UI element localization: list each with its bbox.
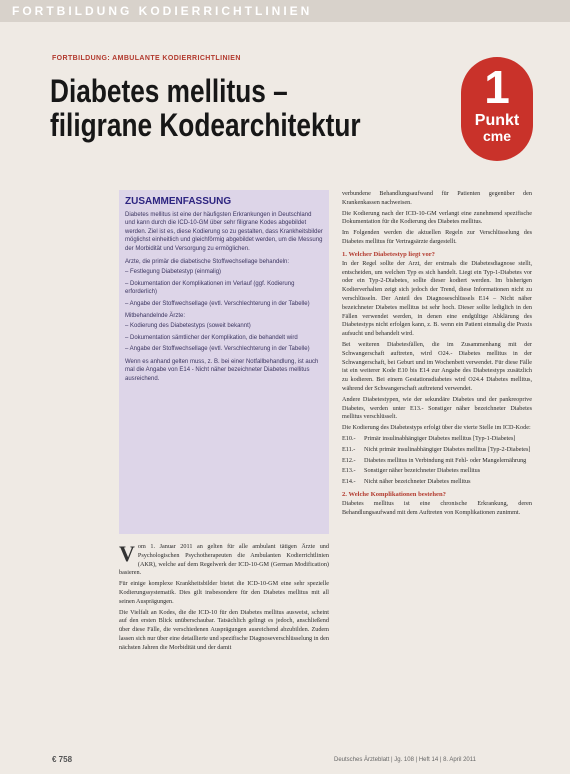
right-column — [342, 190, 532, 520]
source-line: Deutsches Ärzteblatt | Jg. 108 | Heft 14 | 8. April 2011 — [334, 757, 476, 763]
paragraph: In der Regel sollte der Arzt, der erstmals die Diabetesdiagnose stellt, entscheiden, um welchen Typ es sich handelt. Liegt ein Typ-1-Diabetes vor oder ein Typ-2-Diabetes, sollte dieser kodiert werden. Im bisherigen Kodierverhalten zeigt sich jedoch der Trend, diese Informationen nicht zu verschlüsseln. Der Anteil des Diagnoseschlüssels E14 – Nicht näher bezeichneter Diabetes mellitus ist sehr hoch. Dieser sollte lediglich in den Fällen verwendet werden, in denen eine endgültige Abklärung des Diabetestyps nicht erfolgen kann, z. B. wenn ein Patient einmalig die Praxis aufsucht und behandelt wird. — [342, 259, 532, 338]
section-heading-1: 1. Welcher Diabetestyp liegt vor? — [342, 250, 435, 258]
icd-item — [342, 435, 532, 444]
icd-item — [342, 446, 532, 455]
running-header-band — [0, 0, 570, 22]
list-item: – Dokumentation der Komplikationen im Verlauf (ggf. Kodierung erforderlich) — [125, 280, 295, 296]
paragraph-text: om 1. Januar 2011 an gelten für alle ambulant tätigen Ärzte und Psychologischen Psychotherapeuten die Ambulanten Kodierrichtlinien (AKR), welche auf dem Regelwerk der ICD-10-GM (German Modification) basieren. — [119, 543, 329, 577]
icd-code: E12.- — [342, 456, 356, 464]
summary-sub-1: Arzte, die primär die diabetische Stoffwechsellage behandeln: — [125, 259, 289, 266]
paragraph: Die Kodierung des Diabetestyps erfolgt über die vierte Stelle im ICD-Kode: — [342, 424, 531, 432]
paragraph: Bei weiteren Diabetesfällen, die im Zusammenhang mit der Schwangerschaft auftreten, wird O24.- Diabetes mellitus in der Schwangerschaft, bei Geburt und im Wochenbett verwendet. Für diese Fälle ist ein weiterer Kode E10 bis E14 zur Angabe des Diabetestyps zusätzlich zu kodieren. Bei einem Gestationsdiabetes wird O24.4 Diabetes mellitus, während der Schwangerschaft auftretend verwendet. — [342, 340, 532, 392]
running-header: FORTBILDUNG KODIERRICHTLINIEN — [12, 4, 313, 18]
drop-cap: V — [119, 541, 135, 566]
icd-code: E11.- — [342, 445, 356, 453]
paragraph: Andere Diabetestypen, wie der sekundäre Diabetes und der pankreoprive Diabetes, werden unter E13.- Sonstiger näher bezeichneter Diabetes mellitus verschlüsselt. — [342, 395, 532, 421]
paragraph: Für einige komplexe Krankheitsbilder bietet die ICD-10-GM eine sehr spezielle Kodierungssystematik. Dies gilt insbesondere für den Diabetes mellitus mit all seinen Ausprägungen. — [119, 580, 329, 605]
icd-text: Sonstiger näher bezeichneter Diabetes mellitus — [364, 467, 481, 475]
kicker: FORTBILDUNG: AMBULANTE KODIERRICHTLINIEN — [52, 55, 241, 62]
left-column — [119, 543, 329, 655]
article-title: Diabetes mellitus – filigrane Kodearchitektur — [50, 73, 361, 143]
summary-sub-2: Mitbehandelnde Ärzte: — [125, 313, 186, 320]
summary-box — [119, 190, 329, 534]
icd-code: E14.- — [342, 478, 356, 486]
cme-point-badge — [461, 57, 533, 161]
list-item: – Angabe der Stoffwechsellage (evtl. Verschlechterung in der Tabelle) — [125, 300, 310, 307]
icd-text: Primär insulinabhängiger Diabetes mellitus [Typ-1-Diabetes] — [364, 434, 516, 442]
badge-cme: cme — [482, 128, 512, 144]
paragraph: Die Kodierung nach der ICD-10-GM verlangt eine zunehmend spezifische Dokumentation für die Kodierung des Diabetes mellitus. — [342, 209, 532, 226]
list-item: – Dokumentation sämtlicher der Komplikation, die behandelt wird — [125, 334, 298, 341]
section-heading-2: 2. Welche Komplikationen bestehen? — [342, 490, 446, 498]
badge-label: Punkt — [474, 112, 520, 129]
paragraph: verbundene Behandlungsaufwand für Patienten gegenüber den Krankenkassen nachweisen. — [342, 190, 532, 206]
icd-item — [342, 467, 532, 476]
icd-item — [342, 478, 532, 487]
paragraph: Im Folgenden werden die aktuellen Regeln zur Verschlüsselung des Diabetes mellitus für Vertragsärzte dargestellt. — [342, 229, 532, 245]
paragraph: Die Vielfalt an Kodes, die die ICD-10 für den Diabetes mellitus ausweist, scheint auf den ersten Blick unüberschaubar. Tatsächlich gelingt es jedoch, anschließend über diese Fälle, die verschiedenen Ausprägungen ausreichend abzubilden. Zudem lassen sich nur über eine detaillierte und spezifische Diagnoseverschlüsselung in den nächsten Jahren die Morbidität und der damit — [119, 608, 329, 651]
summary-list-2 — [125, 322, 323, 353]
list-item: – Kodierung des Diabetestyps (soweit bekannt) — [125, 323, 251, 330]
summary-list-1 — [125, 268, 323, 308]
icd-text: Nicht näher bezeichneter Diabetes mellitus — [364, 478, 471, 486]
summary-intro: Diabetes mellitus ist eine der häufigsten Erkrankungen in Deutschland und kann durch die ICD-10-GM über sehr filigrane Kodes abgebildet werden. Ziel ist es, diese Kodierung so zu gestalten, dass Krankheitsbilder möglichst einheitlich und gleichförmig abgebildet werden, um die Messung der Morbidität und Versorgung zu ermöglichen. — [125, 212, 323, 252]
page-number: € 758 — [52, 755, 73, 764]
list-item: – Festlegung Diabetestyp (einmalig) — [125, 269, 222, 276]
summary-heading: ZUSAMMENFASSUNG — [125, 196, 232, 207]
icd-text: Nicht primär insulinabhängiger Diabetes mellitus [Typ-2-Diabetes] — [364, 445, 531, 453]
list-item: – Angabe der Stoffwechsellage (evtl. Verschlechterung in der Tabelle) — [125, 346, 310, 353]
icd-code: E13.- — [342, 467, 356, 475]
icd-code: E10.- — [342, 434, 356, 442]
badge-number: 1 — [484, 61, 510, 113]
summary-outro: Wenn es anhand gelten muss, z. B. bei einer Notfallbehandlung, ist auch mal die Angabe von E14 - Nicht näher bezeichneter Diabetes mellitus ausreichend. — [125, 358, 319, 382]
paragraph — [119, 543, 329, 578]
icd-text: Diabetes mellitus in Verbindung mit Fehl- oder Mangelernährung — [364, 456, 527, 464]
icd-item — [342, 457, 532, 466]
icd-code-list — [342, 435, 532, 487]
paragraph: Diabetes mellitus ist eine chronische Erkrankung, deren Behandlungsaufwand mit dem Auftreten von Komplikationen zunimmt. — [342, 499, 532, 516]
